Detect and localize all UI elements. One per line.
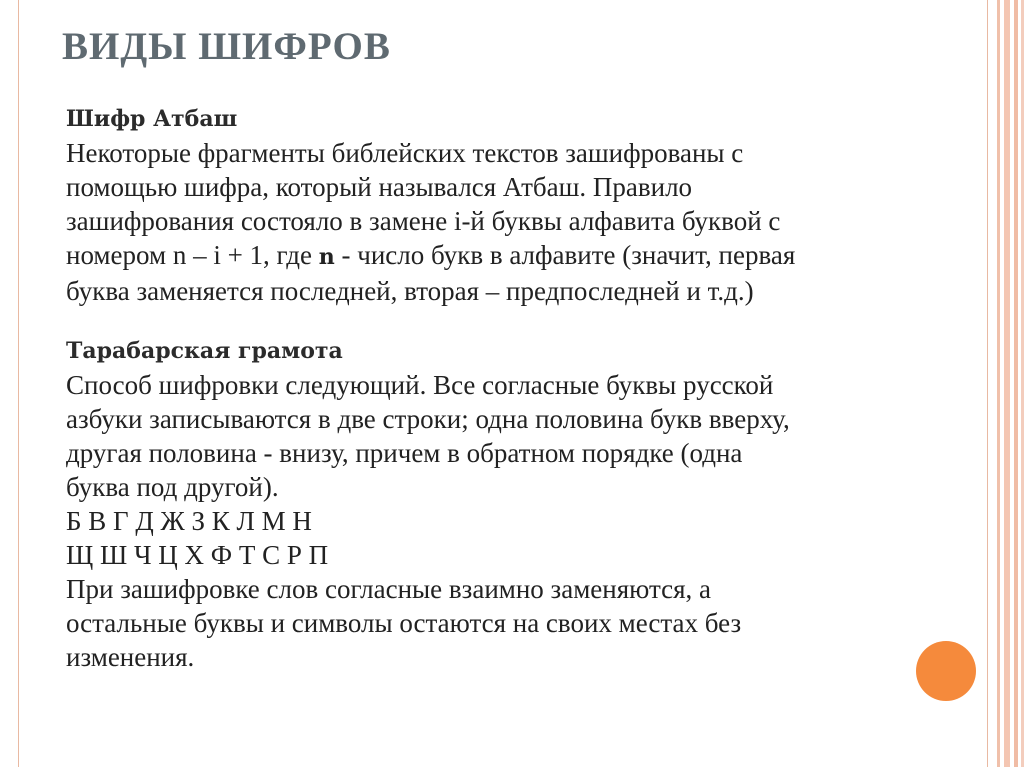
atbash-line-4-end: - число букв в алфавите (значит, первая xyxy=(334,240,796,270)
atbash-n-symbol: n xyxy=(318,244,335,270)
section-gap xyxy=(66,308,966,334)
tarabar-line-1: Способ шифровки следующий. Все согласные буквы русской xyxy=(66,370,774,400)
tarabar-line-7: изменения. xyxy=(66,642,195,672)
tarabar-heading: Тарабарская грамота xyxy=(66,338,343,364)
tarabar-line-3: другая половина - внизу, причем в обратном порядке (одна xyxy=(66,438,743,468)
tarabar-line-6: остальные буквы и символы остаются на своих местах без xyxy=(66,608,742,638)
slide-content xyxy=(66,102,966,674)
stripe xyxy=(1014,0,1018,767)
atbash-line-3: зашифрования состояло в замене i-й буквы алфавита буквой с xyxy=(66,206,781,236)
atbash-line-4 xyxy=(66,238,966,274)
atbash-line-4-start: номером n – i + 1, где xyxy=(66,240,319,270)
decorative-stripes xyxy=(988,0,1024,767)
atbash-heading: Шифр Атбаш xyxy=(66,106,238,132)
orange-circle-decoration xyxy=(916,641,976,701)
atbash-line-2: помощью шифра, который назывался Атбаш. Правило xyxy=(66,172,693,202)
tarabar-line-5: При зашифровке слов согласные взаимно заменяются, а xyxy=(66,574,711,604)
tarabar-line-4: буква под другой). xyxy=(66,472,279,502)
atbash-line-5: буква заменяется последней, вторая – предпоследней и т.д.) xyxy=(66,276,754,306)
stripe xyxy=(997,0,1000,767)
atbash-line-1: Некоторые фрагменты библейских текстов зашифрованы с xyxy=(66,138,744,168)
page-title: ВИДЫ ШИФРОВ xyxy=(62,25,391,68)
consonants-bottom-row: Щ Ш Ч Ц Х Ф Т С Р П xyxy=(66,540,329,570)
tarabar-line-2: азбуки записываются в две строки; одна половина букв вверху, xyxy=(66,404,790,434)
stripe xyxy=(1004,0,1010,767)
consonants-top-row: Б В Г Д Ж З К Л М Н xyxy=(66,506,312,536)
